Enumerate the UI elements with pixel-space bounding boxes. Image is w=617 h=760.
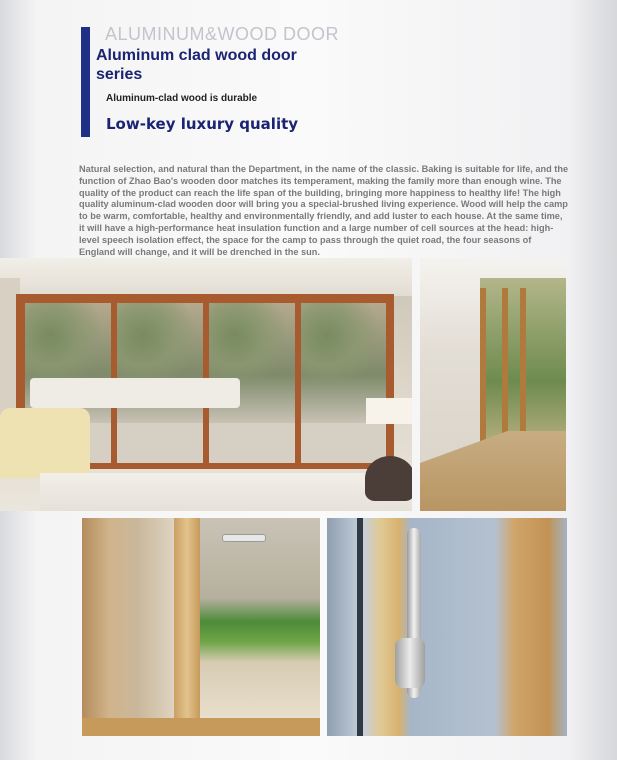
body-paragraph: Natural selection, and natural than the Department, in the name of the classic. Baking is suitable for life, and the function of Zhao Bao's wooden door matches its temperament, making the family more than enough wine. The quality of the product can reach the life span of the building, bringing more happiness to healthy life! The high quality aluminum-clad wooden door will bring you a special-brushed living experience. Wood will help the camp to be warm, comfortable, healthy and environmentally friendly, and add luster to each house. At the same time, it will have a high-performance heat insulation function and a large number of cell sources at the head: high-level speech isolation effect, the space for the camp to pass through the quiet road, the four seasons of England will change, and it will be drenched in the sun. <box>79 164 569 257</box>
door-handle <box>222 534 266 542</box>
living-room-photo <box>0 258 412 511</box>
bed <box>40 473 412 511</box>
page-title: Aluminum clad wood door series <box>96 47 297 83</box>
watermark-heading: ALUMINUM&WOOD DOOR <box>105 24 339 44</box>
subtitle-luxury: Low-key luxury quality <box>106 115 299 133</box>
sofa <box>30 378 240 408</box>
handle-closeup-photo <box>327 518 567 736</box>
lamp <box>366 398 412 424</box>
armchair <box>0 408 90 478</box>
accent-bar <box>81 27 90 137</box>
corridor-photo <box>420 258 566 511</box>
subtitle-durable: Aluminum-clad wood is durable <box>106 93 258 104</box>
pillow <box>365 456 412 501</box>
door-closeup-photo <box>82 518 320 736</box>
